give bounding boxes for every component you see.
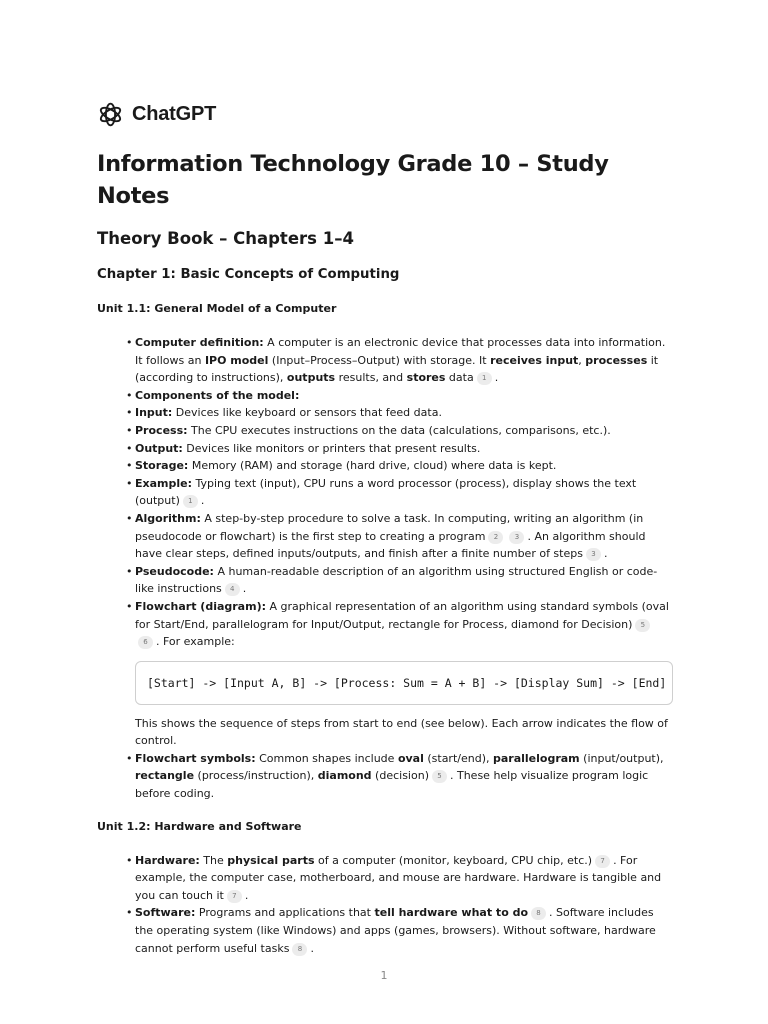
section-subtitle: Theory Book – Chapters 1–4 bbox=[97, 229, 354, 248]
citation-badge[interactable]: 7 bbox=[227, 890, 242, 903]
citation-badge[interactable]: 3 bbox=[509, 531, 524, 544]
citation-badge[interactable]: 8 bbox=[531, 907, 546, 920]
list-item-algorithm: • Algorithm: A step-by-step procedure to solve a task. In computing, writing an algorithm (in pseudocode or flowchart) is the first step to creating a program 2 3 . An algorithm should have clear steps, defined inputs/outputs, and finish after a finite number of steps 3 . bbox=[135, 510, 673, 563]
list-item-components: • Components of the model: bbox=[135, 387, 673, 405]
list-item-pseudocode: • Pseudocode: A human-readable description of an algorithm using structured English or code-like instructions 4 . bbox=[135, 563, 673, 598]
citation-badge[interactable]: 3 bbox=[586, 548, 601, 561]
brand-header bbox=[97, 98, 673, 130]
unit-heading-1-1: Unit 1.1: General Model of a Computer bbox=[97, 302, 337, 315]
list-item-flowchart-symbols: • Flowchart symbols: Common shapes include oval (start/end), parallelogram (input/output), rectangle (process/instruction), diamond (decision) 5 . These help visualize program logic before coding. bbox=[135, 750, 673, 803]
document-page bbox=[97, 98, 673, 957]
citation-badge[interactable]: 5 bbox=[635, 619, 650, 632]
citation-badge[interactable]: 6 bbox=[138, 636, 153, 649]
page-number: 1 bbox=[380, 969, 388, 982]
citation-badge[interactable]: 1 bbox=[183, 495, 198, 508]
citation-badge[interactable]: 7 bbox=[595, 855, 610, 868]
brand-name: ChatGPT bbox=[132, 102, 217, 125]
citation-badge[interactable]: 4 bbox=[225, 583, 240, 596]
list-item-flowchart: • Flowchart (diagram): A graphical representation of an algorithm using standard symbols (oval for Start/End, parallelogram for Input/Output, rectangle for Process, diamond for Decision) 56 . For example: bbox=[135, 598, 673, 651]
citation-badge[interactable]: 2 bbox=[488, 531, 503, 544]
code-followup-text: This shows the sequence of steps from start to end (see below). Each arrow indicates the flow of control. bbox=[135, 716, 668, 748]
unit-heading-1-2: Unit 1.2: Hardware and Software bbox=[97, 819, 302, 833]
list-item-input: • Input: Devices like keyboard or sensors that feed data. bbox=[135, 404, 673, 422]
unit-1-2-list bbox=[97, 852, 673, 958]
list-item-example: • Example: Typing text (input), CPU runs a word processor (process), display shows the text (output) 1 . bbox=[135, 475, 673, 510]
list-item-output: • Output: Devices like monitors or printers that present results. bbox=[135, 440, 673, 458]
code-block[interactable]: [Start] -> [Input A, B] -> [Process: Sum = A + B] -> [Display Sum] -> [End] bbox=[135, 661, 673, 705]
list-item-process: • Process: The CPU executes instructions on the data (calculations, comparisons, etc.). bbox=[135, 422, 673, 440]
list-item-storage: • Storage: Memory (RAM) and storage (hard drive, cloud) where data is kept. bbox=[135, 457, 673, 475]
list-item-software: • Software: Programs and applications that tell hardware what to do 8 . Software includes the operating system (like Windows) and apps (games, browsers). Without software, hardware cannot perform useful tasks 8 . bbox=[135, 904, 673, 957]
document-title: Information Technology Grade 10 – Study Notes bbox=[97, 151, 609, 209]
list-item-hardware: • Hardware: The physical parts of a computer (monitor, keyboard, CPU chip, etc.) 7 . For example, the computer case, motherboard, and mouse are hardware. Hardware is tangible and you can touch it 7 . bbox=[135, 852, 673, 905]
citation-badge[interactable]: 1 bbox=[477, 372, 492, 385]
list-item-computer-definition: • Computer definition: A computer is an electronic device that processes data into information. It follows an IPO model (Input–Process–Output) with storage. It receives input, processes it (according to instructions), outputs results, and stores data 1 . bbox=[135, 334, 673, 387]
unit-1-1-list-continued bbox=[97, 750, 673, 803]
openai-logo-icon bbox=[97, 101, 124, 128]
citation-badge[interactable]: 5 bbox=[432, 770, 447, 783]
citation-badge[interactable]: 8 bbox=[292, 943, 307, 956]
chapter-heading: Chapter 1: Basic Concepts of Computing bbox=[97, 267, 400, 282]
unit-1-1-list bbox=[97, 334, 673, 651]
